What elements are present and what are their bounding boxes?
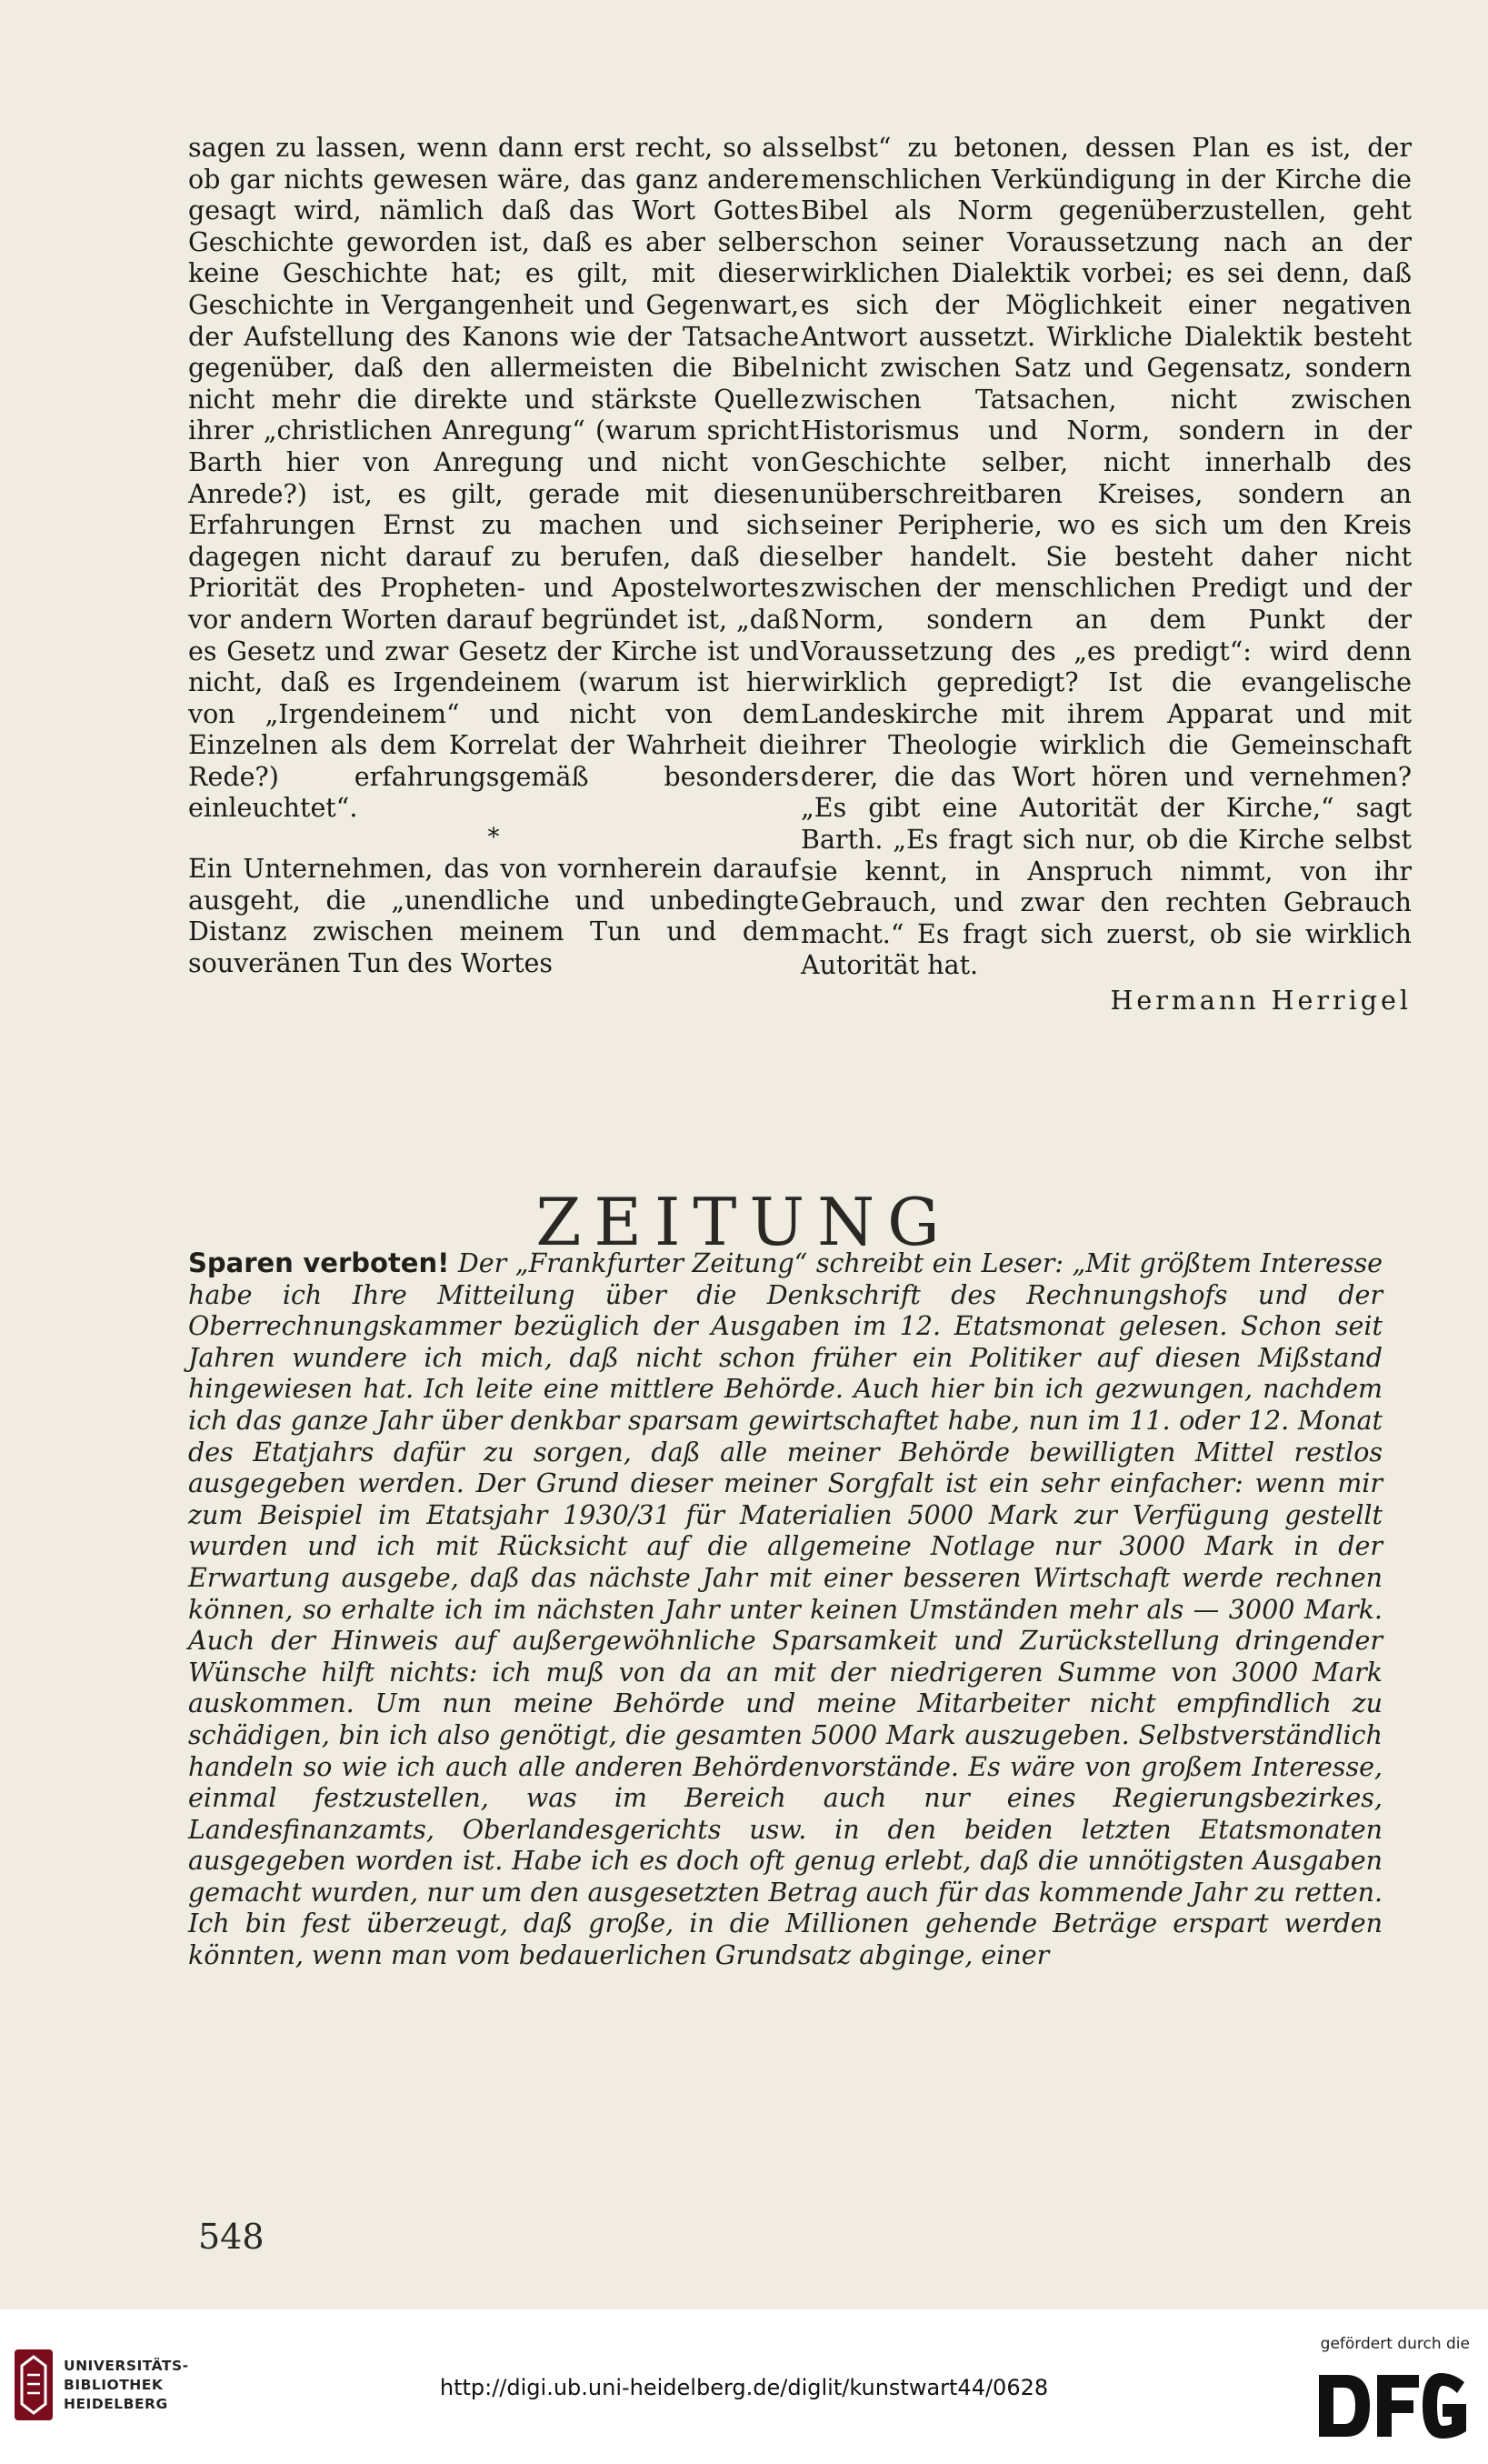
article bbox=[188, 1247, 1383, 1972]
article-body: Der „Frankfurter Zeitung“ schreibt ein Leser: „Mit größtem Interesse habe ich Ihre Mitteilung über die Denkschrift des Rechnungshofs und der Oberrechnungskammer bezüglich der Ausgaben im 12. Etatsmonat gelesen. Schon seit Jahren wundere ich mich, daß nicht schon früher ein Politiker auf diesen Mißstand hingewiesen hat. Ich leite eine mittlere Behörde. Auch hier bin ich gezwungen, nachdem ich das ganze Jahr über denkbar sparsam gewirtschaftet habe, nun im 11. oder 12. Monat des Etatjahrs dafür zu sorgen, daß alle meiner Behörde bewilligten Mittel restlos ausgegeben werden. Der Grund dieser meiner Sorgfalt ist ein sehr einfacher: wenn mir zum Beispiel im Etatsjahr 1930/31 für Materialien 5000 Mark zur Verfügung gestellt wurden und ich mit Rücksicht auf die allgemeine Notlage nur 3000 Mark in der Erwartung ausgebe, daß das nächste Jahr mit einer besseren Wirtschaft werde rechnen können, so erhalte ich im nächsten Jahr unter keinen Umständen mehr als — 3000 Mark. Auch der Hinweis auf außergewöhnliche Sparsamkeit und Zurückstellung dringender Wünsche hilft nichts: ich muß von da an mit der niedrigeren Summe von 3000 Mark auskommen. Um nun meine Behörde und meine Mitarbeiter nicht empfindlich zu schädigen, bin ich also genötigt, die gesamten 5000 Mark auszugeben. Selbstverständlich handeln so wie ich auch alle anderen Behördenvorstände. Es wäre von großem Interesse, einmal festzustellen, was im Bereich auch nur eines Regierungsbezirkes, Landesfinanzamts, Oberlandesgerichts usw. in den beiden letzten Etatsmonaten ausgegeben worden ist. Habe ich es doch oft genug erlebt, daß die unnötigsten Ausgaben gemacht wurden, nur um den ausgesetzten Betrag auch für das kommende Jahr zu retten. Ich bin fest überzeugt, daß große, in die Millionen gehende Beträge erspart werden könnten, wenn man vom bedauerlichen Grundsatz abginge, einer bbox=[188, 1248, 1383, 1971]
library-name-line-1: UNIVERSITÄTS- bbox=[64, 2358, 189, 2374]
library-name-line-3: HEIDELBERG bbox=[64, 2396, 168, 2412]
funding-label: gefördert durch die bbox=[1320, 2335, 1470, 2353]
library-name-line-2: BIBLIOTHEK bbox=[64, 2377, 164, 2393]
article-paragraph bbox=[188, 1247, 1383, 1972]
right-paragraph-1: selbst“ zu betonen, dessen Plan es ist, der menschlichen Verkündigung in der Kirche die Bibel als Norm gegenüberzustellen, geht schon seiner Voraussetzung nach an der wirklichen Dialektik vorbei; es sei denn, daß es sich der Möglichkeit einer negativen Antwort aussetzt. Wirkliche Dialektik besteht nicht zwischen Satz und Gegensatz, sondern zwischen Tatsachen, nicht zwischen Historismus und Norm, sondern in der Geschichte selber, nicht innerhalb des unüberschreitbaren Kreises, sondern an seiner Peripherie, wo es sich um den Kreis selber handelt. Sie besteht daher nicht zwischen der menschlichen Predigt und der Norm, sondern an dem Punkt der Voraussetzung des „es predigt“: wird denn wirklich gepredigt? Ist die evangelische Landeskirche mit ihrem Apparat und mit ihrer Theologie wirklich die Gemeinschaft derer, die das Wort hören und vernehmen? „Es gibt eine Autorität der Kirche,“ sagt Barth. „Es fragt sich nur, ob die Kirche selbst sie kennt, in Anspruch nimmt, von ihr Gebrauch, und zwar den rechten Gebrauch macht.“ Es fragt sich zuerst, ob sie wirklich Autorität hat. bbox=[801, 133, 1412, 981]
section-separator: * bbox=[487, 824, 500, 852]
article-heading: Sparen verboten! bbox=[188, 1247, 450, 1278]
left-column bbox=[188, 133, 799, 979]
dfg-logo[interactable] bbox=[1315, 2369, 1470, 2442]
digitization-footer bbox=[0, 2309, 1488, 2464]
section-heading: ZEITUNG bbox=[535, 1184, 953, 1260]
right-column bbox=[801, 133, 1412, 1017]
left-paragraph-1: sagen zu lassen, wenn dann erst recht, so als ob gar nichts gewesen wäre, das ganz andere gesagt wird, nämlich daß das Wort Gottes Geschichte geworden ist, daß es aber selber keine Geschichte hat; es gilt, mit dieser Geschichte in Vergangenheit und Gegenwart, der Aufstellung des Kanons wie der Tatsache gegenüber, daß den allermeisten die Bibel nicht mehr die direkte und stärkste Quelle ihrer „christlichen Anregung“ (warum spricht Barth hier von Anregung und nicht von Anrede?) ist, es gilt, gerade mit diesen Erfahrungen Ernst zu machen und sich dagegen nicht darauf zu berufen, daß die Priorität des Propheten- und Apostelwortes vor andern Worten darauf begründet ist, „daß es Gesetz und zwar Gesetz der Kirche ist und nicht, daß es Irgendeinem (warum ist hier von „Irgendeinem“ und nicht von dem Einzelnen als dem Korrelat der Wahrheit die Rede?) erfahrungsgemäß besonders einleuchtet“. bbox=[188, 133, 799, 824]
source-url-link[interactable]: http://digi.ub.uni-heidelberg.de/diglit/kunstwart44/0628 bbox=[439, 2375, 1049, 2400]
left-paragraph-2: Ein Unternehmen, das von vornherein darauf ausgeht, die „unendliche und unbedingte Distanz zwischen meinem Tun und dem souveränen Tun des Wortes bbox=[188, 854, 799, 978]
page-number: 548 bbox=[198, 2217, 265, 2257]
author-signature: Hermann Herrigel bbox=[1110, 986, 1412, 1017]
